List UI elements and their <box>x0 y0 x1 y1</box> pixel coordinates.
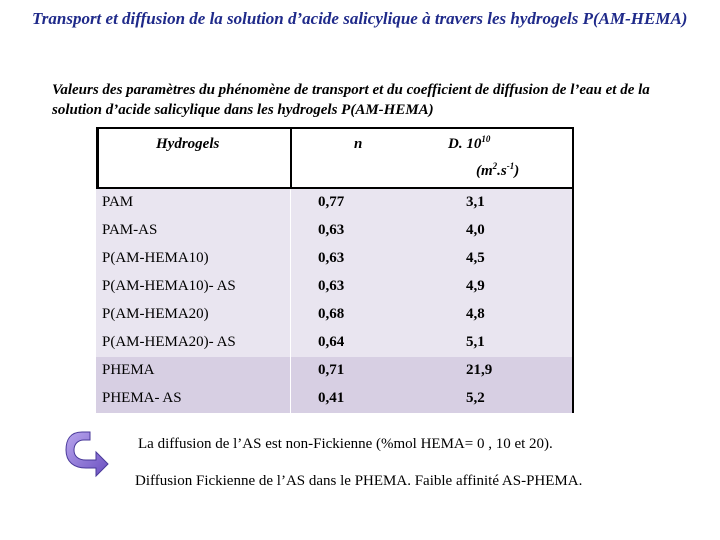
table-body <box>96 189 574 413</box>
header-n: n <box>354 136 363 152</box>
header-hydrogels: Hydrogels <box>156 136 220 152</box>
table-row: P(AM-HEMA10) 0,63 4,5 <box>96 245 574 273</box>
table-caption: Valeurs des paramètres du phénomène de transport et du coefficient de diffusion de l’eau et de la solution d’acide salicylique dans les hydrogels P(AM-HEMA) <box>52 82 650 118</box>
table-header <box>96 127 574 189</box>
header-diffusion: D. $10^{10}$ <box>448 134 491 152</box>
note-fickian: Diffusion Fickienne de l’AS dans le PHEMA. Faible affinité AS-PHEMA. <box>135 473 583 489</box>
results-table <box>96 127 574 411</box>
table-row: PHEMA 0,71 21,9 <box>96 357 574 385</box>
note-non-fickian: La diffusion de l’AS est non-Fickienne (%mol HEMA= 0 , 10 et 20). <box>138 436 553 452</box>
slide-title: Transport et diffusion de la solution d’acide salicylique à travers les hydrogels P(AM-HEMA) <box>32 9 688 28</box>
table-row: P(AM-HEMA20)- AS 0,64 5,1 <box>96 329 574 357</box>
table-row: P(AM-HEMA20) 0,68 4,8 <box>96 301 574 329</box>
curved-return-arrow-icon <box>60 426 110 478</box>
table-row: PAM 0,77 3,1 <box>96 189 574 217</box>
table-row: PHEMA- AS 0,41 5,2 <box>96 385 574 413</box>
table-row: PAM-AS 0,63 4,0 <box>96 217 574 245</box>
table-row: P(AM-HEMA10)- AS 0,63 4,9 <box>96 273 574 301</box>
header-diffusion-unit: $(m^2.s^{-1})$ <box>476 161 520 179</box>
